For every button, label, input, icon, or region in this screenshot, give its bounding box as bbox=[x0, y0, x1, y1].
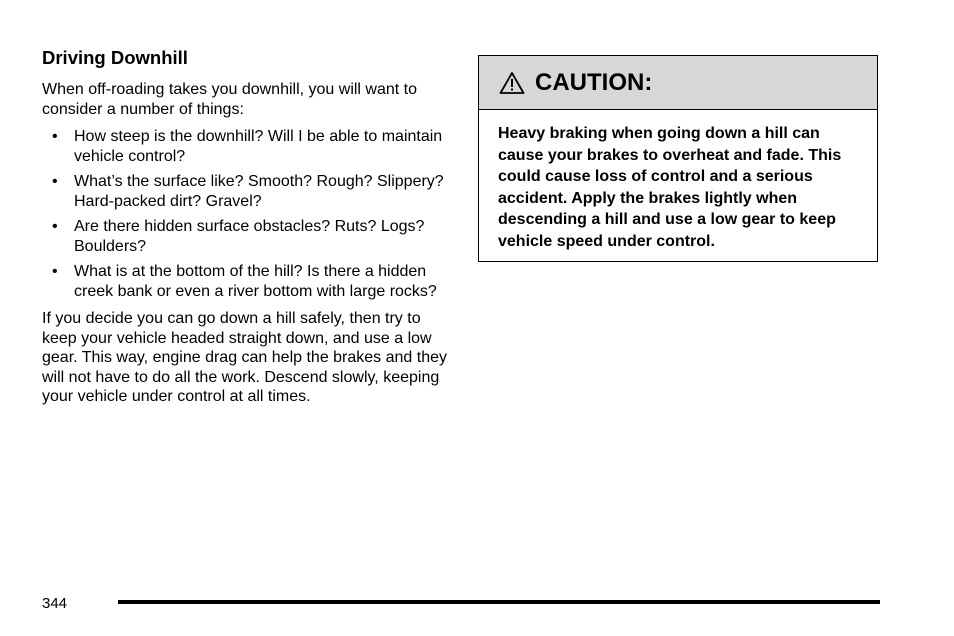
driving-downhill-section bbox=[42, 47, 452, 407]
caution-text: Heavy braking when going down a hill can cause your brakes to overheat and fade. This could cause loss of control and a serious accident. Apply the brakes lightly when descending a hill and use a low gear to keep vehicle speed under control. bbox=[498, 125, 842, 250]
closing-paragraph: If you decide you can go down a hill safely, then try to keep your vehicle headed straight down, and use a low gear. This way, engine drag can help the brakes and they will not have to do all the work. Descend slowly, keeping your vehicle under control at all times. bbox=[42, 310, 448, 405]
considerations-list bbox=[42, 127, 452, 301]
list-item: • What is at the bottom of the hill? Is there a hidden creek bank or even a river bottom with large rocks? bbox=[52, 263, 437, 300]
bullet-icon: • bbox=[52, 173, 58, 190]
bullet-icon: • bbox=[52, 128, 58, 145]
list-item: • What’s the surface like? Smooth? Rough? Slippery? Hard-packed dirt? Gravel? bbox=[52, 173, 444, 210]
caution-title: CAUTION: bbox=[535, 68, 653, 96]
section-heading: Driving Downhill bbox=[42, 47, 188, 68]
caution-header bbox=[479, 56, 877, 110]
intro-paragraph: When off-roading takes you downhill, you will want to consider a number of things: bbox=[42, 81, 418, 118]
warning-triangle-icon bbox=[499, 71, 525, 95]
list-item: • Are there hidden surface obstacles? Ruts? Logs? Boulders? bbox=[52, 218, 425, 255]
list-item: • How steep is the downhill? Will I be able to maintain vehicle control? bbox=[52, 128, 443, 165]
caution-box bbox=[478, 55, 878, 262]
bullet-icon: • bbox=[52, 263, 58, 280]
footer-divider bbox=[118, 600, 880, 604]
page-number: 344 bbox=[42, 595, 68, 612]
bullet-icon: • bbox=[52, 218, 58, 235]
